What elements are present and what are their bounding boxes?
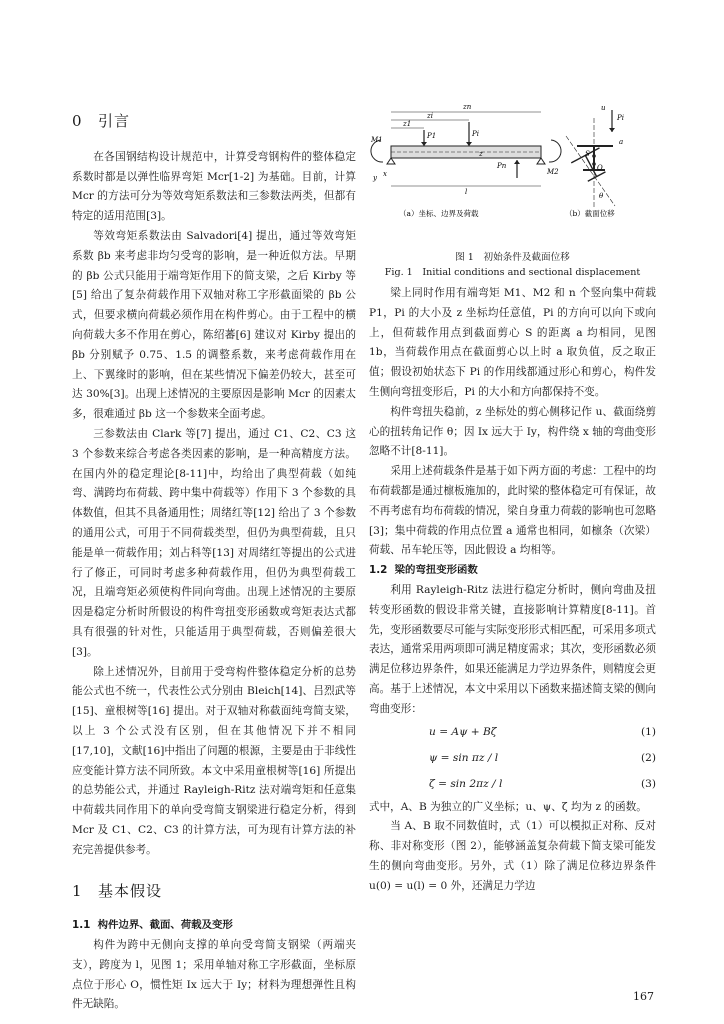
subsection-1-1-paragraph-2: 梁上同时作用有端弯矩 M1、M2 和 n 个竖向集中荷载 P1，Pi 的大小及 z 坐标均任意值，Pi 的方向可以向下或向上，但荷载作用点到截面剪心 S 的距离 a 均相同，见图 1b，当荷载作用点在截面剪心以上时 a 取负值，反之取正值；假设初始状态下 Pi 的作用线都通过形心和剪心，构件发生侧向弯扭变形后，Pi 的大小和方向都保持不变。 <box>369 287 656 398</box>
svg-text:zn: zn <box>463 103 472 111</box>
label-m1: M1 <box>371 136 383 144</box>
intro-paragraph-2: 等效弯矩系数法由 Salvadori[4] 提出，通过等效弯矩系数 βb 来考虑非均匀受弯的影响，是一种近似方法。早期的 βb 公式只能用于端弯矩作用下的简支梁，之后 Kirby 等[5] 给出了复杂荷载作用下双轴对称工字形截面梁的 βb 公式，但要求横向荷载必须作用在构件剪心。由于工程中的横向荷载大多不作用在剪心，陈绍蕃[6] 建议对 Kirby 提出的 βb 分别赋予 0.75、1.5 的调整系数，来考虑荷载作用在上、下翼缘时的影响，但在某些情况下偏差仍较大，甚至可达 30%[3]。出现上述情况的主要原因是影响 Mcr 的因素太多，很难通过 βb 这一个参数来全面考虑。 <box>72 229 356 421</box>
section-0-heading: 0 引言 <box>72 112 131 130</box>
left-column <box>72 90 356 1015</box>
svg-text:u: u <box>601 104 606 112</box>
subsection-1-1-heading: 1.1 构件边界、截面、荷载及变形 <box>72 919 233 932</box>
figure-1 <box>369 98 656 248</box>
svg-text:Pi: Pi <box>472 130 479 138</box>
svg-text:zi: zi <box>427 112 433 120</box>
svg-text:a: a <box>619 138 624 146</box>
label-m2: M2 <box>547 168 559 176</box>
svg-text:x: x <box>383 170 387 178</box>
svg-text:y: y <box>373 174 377 182</box>
equation-2: ψ = sin πz / l (2) <box>429 751 656 764</box>
figure-caption-en: Fig. 1 Initial conditions and sectional displacement <box>384 267 641 278</box>
equation-1: u = Aψ + Bζ (1) <box>429 725 656 738</box>
subsection-1-2-paragraph-1: 利用 Rayleigh-Ritz 法进行稳定分析时，侧向弯曲及扭转变形函数的假设非常关键，直接影响计算精度[8-11]。首先，变形函数要尽可能与实际变形形式相匹配，可采用多项式表达，通常采用两项即可满足精度需求；其次，变形函数必须满足位移边界条件，如果还能满足力学边界条件，则精度会更高。基于上述情况，本文中采用以下函数来描述简支梁的侧向弯曲变形： <box>369 583 656 715</box>
intro-paragraph-1: 在各国钢结构设计规范中，计算受弯钢构件的整体稳定系数时都是以弹性临界弯矩 Mcr[1-2] 为基础。目前，计算 Mcr 的方法可分为等效弯矩系数法和三参数法两类，但都有特定的适用范围[3]。 <box>72 150 356 223</box>
subsection-1-2-paragraph-3: 当 A、B 取不同数值时，式（1）可以模拟正对称、反对称、非对称变形（图 2），能够涵盖复杂荷载下简支梁可能发生的侧向弯曲变形。另外，式（1）除了满足位移边界条件 u(0) = u(l) = 0 外，还满足力学边 <box>369 820 656 892</box>
page-number: 167 <box>633 990 654 1003</box>
subsection-1-2-paragraph-2: 式中，A、B 为独立的广义坐标；u、ψ、ζ 均为 z 的函数。 <box>369 800 647 813</box>
subsection-1-2-heading: 1.2 梁的弯扭变形函数 <box>369 564 478 577</box>
equation-3: ζ = sin 2πz / l (3) <box>429 777 656 790</box>
svg-text:O: O <box>597 164 603 172</box>
figure-caption-cn: 图 1 初始条件及截面位移 <box>455 252 570 263</box>
subsection-1-1-paragraph-4: 采用上述荷载条件是基于如下两方面的考虑：工程中的均布荷载都是通过檩板施加的，此时梁的整体稳定可有保证，故不再考虑有均布荷载的情况，梁自身重力荷载的影响也可忽略[3]；集中荷载的作用点位置 a 通常也相同，如檩条（次梁）荷载、吊车轮压等，因此假设 a 均相等。 <box>369 465 656 557</box>
section-1-heading: 1 基本假设 <box>72 882 163 901</box>
subsection-1-1-paragraph-3: 构件弯扭失稳前，z 坐标处的剪心侧移记作 u、截面绕剪心的扭转角记作 θ；因 Ix 远大于 Iy，构件绕 x 轴的弯曲变形忽略不计[8-11]。 <box>369 405 656 458</box>
svg-text:l: l <box>465 188 468 196</box>
subsection-1-1-paragraph-1: 构件为跨中无侧向支撑的单向受弯简支钢梁（两端夹支），跨度为 l，见图 1；采用单轴对称工字形截面，坐标原点位于形心 O，惯性矩 Ix 远大于 Iy；材料为理想弹性且构件无缺陷。 <box>72 939 356 1011</box>
subcaption-a: （a）坐标、边界及荷载 <box>399 209 479 218</box>
svg-text:P1: P1 <box>427 132 437 140</box>
svg-text:S: S <box>585 150 590 158</box>
svg-text:Pn: Pn <box>497 162 507 170</box>
svg-text:z: z <box>479 150 483 158</box>
intro-paragraph-4: 除上述情况外，目前用于受弯构件整体稳定分析的总势能公式也不统一，代表性公式分别由 Bleich[14]、吕烈武等[15]、童根树等[16] 提出。对于双轴对称截面纯弯简支梁，以上 3 个公式没有区别，但在其他情况下并不相同[17,10]，文献[16]中指出了问题的根源，主要是由于非线性应变能计算方法不同所致。本文中采用童根树等[16] 所提出的总势能公式，并通过 Rayleigh-Ritz 法对端弯矩和任意集中荷载共同作用下的单向受弯简支钢梁进行稳定分析，得到 Mcr 及 C1、C2、C3 的计算方法，可为现有计算方法的补充完善提供参考。 <box>72 665 356 856</box>
intro-paragraph-3: 三参数法由 Clark 等[7] 提出，通过 C1、C2、C3 这 3 个参数来综合考虑各类因素的影响，是一种高精度方法。在国内外的稳定理论[8-11]中，均给出了典型荷载（如纯弯、满跨均布荷载、跨中集中荷载等）作用下 3 个参数的具体数值，但其不具备通用性；周绪红等[12] 给出了 3 个参数的通用公式，可用于不同荷载类型，但仍为典型荷载，且只能是单一荷载作用；刘占科等[13] 对周绪红等提出的公式进行了修正，可同时考虑多种荷载作用，但仍为典型荷载工况，且端弯矩必须使构件同向弯曲。出现上述情况的主要原因是稳定分析时所假设的构件弯扭变形函数或弯矩表达式都具有很强的针对性，只能适用于典型荷载，否则偏差很大[3]。 <box>72 427 356 658</box>
svg-text:θ: θ <box>599 192 604 200</box>
svg-text:z1: z1 <box>403 120 412 128</box>
figure-1-drawing <box>369 98 656 248</box>
right-column <box>369 90 656 897</box>
svg-text:Pi: Pi <box>617 114 624 122</box>
subcaption-b: （b）截面位移 <box>565 209 615 218</box>
